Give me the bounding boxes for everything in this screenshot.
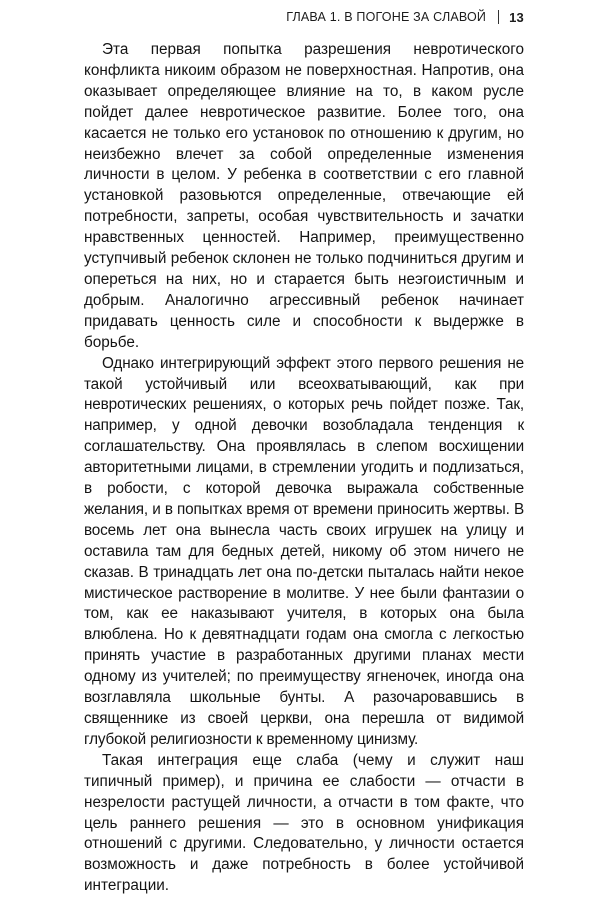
body-text xyxy=(84,40,524,897)
paragraph-1: Эта первая попытка разрешения невротического конфликта никоим образом не поверхностная. Напротив, она оказывает определяющее влияние на то, в каком русле пойдет далее невротическое развитие. Более того, она касается не только его установок по отношению к другим, но неизбежно влечет за собой определенные изменения личности в целом. У ребенка в соответствии с его главной установкой разовьются определенные, отвечающие ей потребности, запреты, особая чувствительность и зачатки нравственных ценностей. Например, преимущественно уступчивый ребенок склонен не только подчиниться другим и опереться на них, но и старается быть неэгоистичным и добрым. Аналогично агрессивный ребенок начинает придавать ценность силе и способности к выдержке в борьбе. xyxy=(84,41,524,351)
paragraph-3: Такая интеграция еще слаба (чему и служит наш типичный пример), и причина ее слабости — отчасти в незрелости растущей личности, а отчасти в том факте, что цель раннего решения — это в основном унификация отношений с другими. Следовательно, у личности остается возможность и даже потребность в более устойчивой интеграции. xyxy=(84,751,524,895)
chapter-title: ГЛАВА 1. В ПОГОНЕ ЗА СЛАВОЙ xyxy=(286,10,487,24)
page-number: 13 xyxy=(509,9,524,25)
header-divider xyxy=(498,10,499,24)
paragraph-2: Однако интегрирующий эффект этого первого решения не такой устойчивый или всеохватывающий, как при невротических решениях, о которых речь пойдет позже. Так, например, у одной девочки возобладала тенденция к соглашательству. Она проявлялась в слепом восхищении авторитетными лицами, в стремлении угодить и подлизаться, в робости, с которой девочка выражала собственные желания, и в попытках время от времени приносить жертвы. В восемь лет она вынесла часть своих игрушек на улицу и оставила там для бедных детей, никому об этом ничего не сказав. В тринадцать лет она по-детски пыталась найти некое мистическое растворение в молитве. У нее были фантазии о том, как ее наказывают учителя, в которых она была влюблена. Но к девятнадцати годам она смогла с легкостью принять участие в разработанных другими планах мести одному из учителей; по преимуществу ягненочек, иногда она возглавляла школьные бунты. А разочаровавшись в священнике из своей церкви, она перешла от видимой глубокой религиозности к временному цинизму. xyxy=(84,354,524,748)
running-header xyxy=(80,6,524,28)
